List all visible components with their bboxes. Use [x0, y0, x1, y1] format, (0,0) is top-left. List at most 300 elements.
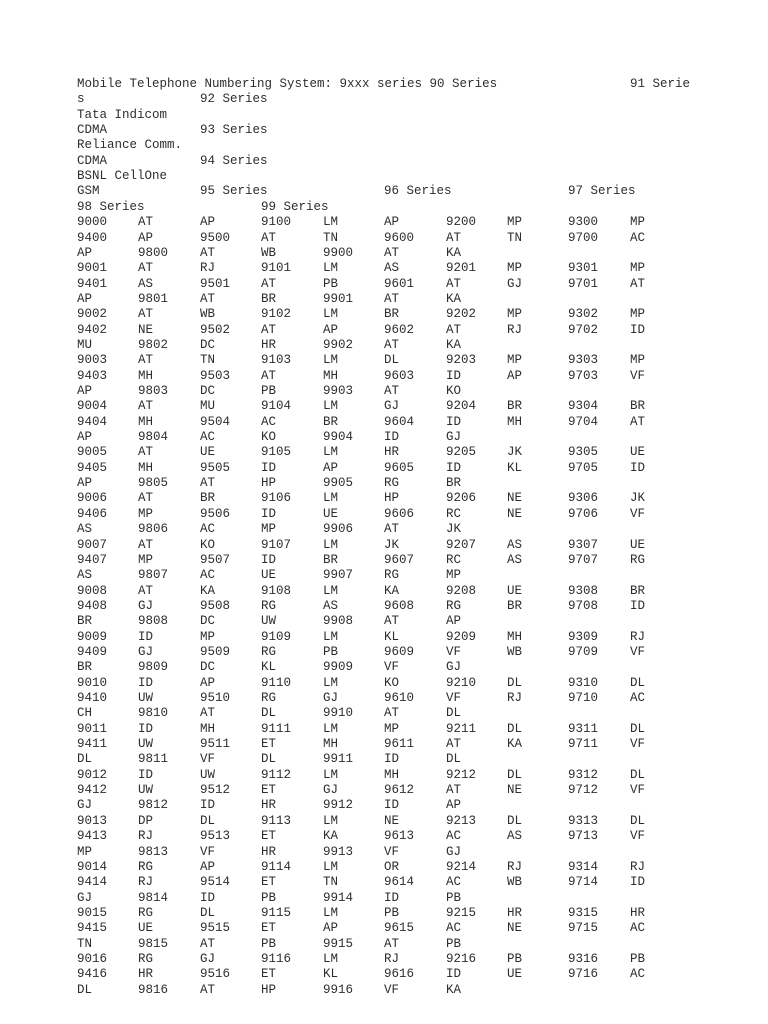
text-cell: AT — [384, 706, 400, 721]
table-line — [77, 246, 757, 261]
text-cell: AC — [446, 829, 462, 844]
text-cell: AS — [384, 261, 400, 276]
text-cell: ID — [138, 767, 154, 782]
text-cell: 9700 — [568, 230, 599, 245]
text-cell: AC — [446, 921, 462, 936]
table-line — [77, 491, 757, 506]
text-cell: ID — [200, 798, 216, 813]
text-cell: ID — [261, 460, 277, 475]
text-cell: LM — [323, 859, 339, 874]
text-cell: BR — [446, 476, 462, 491]
text-cell: 9909 — [323, 660, 354, 675]
text-cell: TN — [323, 230, 339, 245]
text-cell: 9701 — [568, 276, 599, 291]
text-cell: PB — [507, 951, 523, 966]
text-cell: 9410 — [77, 691, 108, 705]
text-cell: 9309 — [568, 629, 599, 644]
table-line — [77, 983, 757, 998]
text-cell: KA — [446, 291, 462, 306]
text-cell: 98 Series — [77, 199, 145, 214]
text-cell: AP — [77, 476, 93, 491]
text-cell: AP — [323, 921, 339, 936]
text-cell: 9615 — [384, 921, 415, 936]
text-cell: RC — [446, 552, 462, 567]
text-cell: 9906 — [323, 522, 354, 537]
table-line — [77, 875, 757, 890]
text-cell: ID — [446, 967, 462, 982]
header-line — [77, 184, 757, 199]
text-cell: GJ — [77, 798, 93, 813]
text-cell: AP — [446, 614, 462, 629]
text-cell: AP — [384, 215, 400, 230]
text-cell: 9110 — [261, 675, 292, 690]
table-line — [77, 829, 757, 844]
text-cell: 9901 — [323, 291, 354, 306]
text-cell: MP — [507, 307, 523, 322]
text-cell: 9605 — [384, 460, 415, 475]
text-cell: 9205 — [446, 445, 477, 460]
text-cell: RJ — [384, 951, 400, 966]
text-cell: AT — [446, 322, 462, 337]
text-cell: 9809 — [138, 660, 169, 675]
text-cell: 9707 — [568, 552, 599, 567]
table-line — [77, 323, 757, 338]
text-cell: AT — [138, 491, 154, 506]
text-cell: BR — [323, 552, 339, 567]
text-cell: VF — [630, 783, 646, 798]
text-cell: 9300 — [568, 215, 599, 230]
text-cell: MP — [384, 721, 400, 736]
text-cell: 9216 — [446, 951, 477, 966]
header-line — [77, 92, 757, 107]
text-cell: 9900 — [323, 245, 354, 260]
text-cell: AS — [507, 829, 523, 844]
text-cell: DC — [200, 337, 216, 352]
text-cell: 9507 — [200, 552, 231, 567]
text-cell: RJ — [138, 875, 154, 890]
text-cell: 9513 — [200, 829, 231, 844]
text-cell: 9511 — [200, 737, 231, 752]
text-cell: DL — [630, 813, 646, 828]
text-cell: 9912 — [323, 798, 354, 813]
text-cell: LM — [323, 583, 339, 598]
text-cell: 9509 — [200, 644, 231, 659]
text-cell: 9203 — [446, 353, 477, 368]
text-cell: 9112 — [261, 767, 292, 782]
table-line — [77, 384, 757, 399]
text-cell: 9611 — [384, 737, 415, 752]
text-cell: AC — [200, 522, 216, 537]
text-cell: MP — [507, 215, 523, 230]
text-cell: UE — [261, 568, 277, 583]
text-cell: BR — [261, 291, 277, 306]
text-cell: AT — [138, 537, 154, 552]
text-cell: 9601 — [384, 276, 415, 291]
text-cell: BR — [77, 660, 93, 675]
text-cell: 9111 — [261, 721, 292, 736]
text-cell: AP — [77, 245, 93, 260]
text-cell: HR — [261, 798, 277, 813]
text-cell: MH — [200, 721, 216, 736]
text-cell: GJ — [384, 399, 400, 414]
text-cell: 9404 — [77, 414, 108, 429]
text-cell: 9107 — [261, 537, 292, 552]
text-cell: 9608 — [384, 598, 415, 613]
text-cell: RG — [138, 951, 154, 966]
text-cell: UE — [323, 506, 339, 521]
text-cell: 9015 — [77, 905, 108, 920]
text-cell: RJ — [200, 261, 216, 276]
text-cell: CDMA — [77, 123, 108, 138]
text-cell: 9902 — [323, 337, 354, 352]
text-cell: 9715 — [568, 921, 599, 936]
text-cell: DL — [507, 813, 523, 828]
table-line — [77, 630, 757, 645]
text-cell: 9908 — [323, 614, 354, 629]
text-cell: OR — [384, 859, 400, 874]
text-cell: 9911 — [323, 752, 354, 767]
text-cell: LM — [323, 353, 339, 368]
text-cell: AT — [384, 291, 400, 306]
text-cell: AT — [200, 291, 216, 306]
text-cell: 9803 — [138, 384, 169, 398]
text-cell: 9011 — [77, 721, 108, 736]
text-cell: AP — [323, 322, 339, 337]
text-cell: VF — [630, 829, 646, 844]
text-cell: 9916 — [323, 982, 354, 997]
text-cell: 9606 — [384, 506, 415, 521]
text-cell: AP — [446, 798, 462, 813]
text-cell: MP — [630, 261, 646, 276]
text-cell: AT — [261, 322, 277, 337]
table-line — [77, 338, 757, 353]
text-cell: PB — [323, 644, 339, 659]
text-cell: CH — [77, 706, 93, 721]
text-cell: AT — [446, 276, 462, 291]
text-cell: 9703 — [568, 368, 599, 383]
text-cell: AT — [138, 353, 154, 368]
table-line — [77, 568, 757, 583]
text-cell: UW — [200, 767, 216, 782]
table-line — [77, 691, 757, 706]
table-line — [77, 430, 757, 445]
text-cell: AT — [384, 522, 400, 537]
table-line — [77, 538, 757, 553]
text-cell: VF — [446, 644, 462, 659]
text-cell: GJ — [138, 644, 154, 659]
text-cell: ID — [446, 368, 462, 383]
text-cell: 9308 — [568, 583, 599, 598]
text-cell: AS — [77, 568, 93, 583]
text-cell: PB — [630, 951, 646, 966]
text-cell: 9812 — [138, 798, 169, 813]
text-cell: AT — [138, 399, 154, 414]
text-cell: DL — [77, 752, 93, 767]
text-cell: AT — [138, 583, 154, 598]
text-cell: AT — [261, 230, 277, 245]
text-cell: RG — [630, 552, 646, 567]
table-line — [77, 353, 757, 368]
text-cell: 9712 — [568, 783, 599, 798]
text-cell: DL — [446, 752, 462, 767]
text-cell: AT — [138, 445, 154, 460]
text-cell: KA — [446, 337, 462, 352]
text-cell: 9102 — [261, 307, 292, 322]
table-line — [77, 399, 757, 414]
text-cell: AS — [138, 276, 154, 291]
text-cell: LM — [323, 951, 339, 966]
text-cell: DL — [200, 905, 216, 920]
table-line — [77, 307, 757, 322]
text-cell: 99 Series — [261, 199, 329, 214]
text-cell: LM — [323, 767, 339, 782]
text-cell: RJ — [630, 859, 646, 874]
table-line — [77, 752, 757, 767]
text-cell: MP — [507, 261, 523, 276]
text-cell: 9613 — [384, 829, 415, 844]
text-cell: GJ — [77, 890, 93, 905]
text-cell: UE — [630, 537, 646, 552]
text-cell: ID — [384, 890, 400, 905]
text-cell: LM — [323, 261, 339, 276]
text-cell: UE — [200, 445, 216, 460]
text-cell: 91 Serie — [630, 77, 691, 91]
text-cell: LM — [323, 675, 339, 690]
text-cell: TN — [323, 875, 339, 890]
text-cell: MP — [138, 506, 154, 521]
table-line — [77, 737, 757, 752]
text-cell: 9101 — [261, 261, 292, 276]
text-cell: 9804 — [138, 430, 169, 445]
text-cell: 9013 — [77, 813, 108, 828]
text-cell: Tata Indicom — [77, 107, 168, 122]
text-cell: 9414 — [77, 875, 108, 890]
text-cell: 9807 — [138, 568, 169, 583]
text-cell: AT — [200, 936, 216, 951]
text-cell: 9301 — [568, 261, 599, 276]
text-cell: PB — [446, 890, 462, 905]
table-line — [77, 599, 757, 614]
text-cell: VF — [630, 737, 646, 752]
text-cell: GJ — [323, 783, 339, 798]
text-cell: 9907 — [323, 568, 354, 583]
text-cell: 9312 — [568, 767, 599, 782]
header-line — [77, 154, 757, 169]
text-cell: 9814 — [138, 890, 169, 905]
text-cell: HP — [261, 982, 277, 997]
text-cell: ID — [200, 890, 216, 905]
text-cell: AC — [630, 921, 646, 936]
text-cell: AC — [630, 691, 646, 705]
text-cell: VF — [384, 660, 400, 675]
text-cell: KA — [446, 245, 462, 260]
text-cell: LM — [323, 905, 339, 920]
text-cell: WB — [507, 875, 523, 890]
text-cell: GJ — [507, 276, 523, 291]
table-line — [77, 292, 757, 307]
text-cell: 9103 — [261, 353, 292, 368]
text-cell: 9001 — [77, 261, 108, 276]
table-line — [77, 676, 757, 691]
text-cell: 9713 — [568, 829, 599, 844]
text-cell: PB — [261, 384, 277, 398]
text-cell: KO — [200, 537, 216, 552]
text-cell: 9600 — [384, 230, 415, 245]
text-cell: 9815 — [138, 936, 169, 951]
text-cell: AT — [446, 783, 462, 798]
text-cell: NE — [507, 491, 523, 506]
text-cell: 9505 — [200, 460, 231, 475]
table-line — [77, 476, 757, 491]
text-cell: 9403 — [77, 368, 108, 383]
text-cell: DL — [507, 767, 523, 782]
text-cell: 9208 — [446, 583, 477, 598]
text-cell: ID — [446, 460, 462, 475]
text-cell: 9801 — [138, 291, 169, 306]
text-cell: HR — [630, 905, 646, 920]
text-cell: DC — [200, 614, 216, 629]
text-cell: 9500 — [200, 230, 231, 245]
text-cell: ET — [261, 875, 277, 890]
table-line — [77, 507, 757, 522]
text-cell: RG — [446, 598, 462, 613]
text-cell: MH — [507, 414, 523, 429]
text-cell: UE — [507, 583, 523, 598]
text-cell: ID — [384, 752, 400, 767]
text-cell: DL — [507, 721, 523, 736]
header-line — [77, 200, 757, 215]
text-cell: MH — [138, 414, 154, 429]
table-line — [77, 967, 757, 982]
text-cell: 9501 — [200, 276, 231, 291]
text-cell: 9409 — [77, 644, 108, 659]
text-cell: AC — [200, 430, 216, 445]
text-cell: AT — [446, 230, 462, 245]
text-cell: MP — [77, 844, 93, 859]
text-cell: AT — [200, 245, 216, 260]
text-cell: Reliance Comm. — [77, 138, 183, 153]
text-cell: 9903 — [323, 384, 354, 398]
text-cell: AS — [507, 552, 523, 567]
table-line — [77, 614, 757, 629]
text-cell: 92 Series — [200, 92, 268, 107]
text-cell: VF — [446, 691, 462, 705]
text-cell: 9202 — [446, 307, 477, 322]
text-cell: CDMA — [77, 153, 108, 168]
text-cell: AT — [384, 337, 400, 352]
text-cell: 9211 — [446, 721, 477, 736]
text-cell: 9510 — [200, 691, 231, 705]
text-cell: DC — [200, 384, 216, 398]
text-cell: 9304 — [568, 399, 599, 414]
text-cell: 9411 — [77, 737, 108, 752]
table-line — [77, 722, 757, 737]
text-cell: 9100 — [261, 215, 292, 230]
text-cell: 9913 — [323, 844, 354, 859]
text-cell: UE — [507, 967, 523, 982]
text-cell: KO — [384, 675, 400, 690]
text-cell: NE — [138, 322, 154, 337]
text-cell: 9314 — [568, 859, 599, 874]
text-cell: 9706 — [568, 506, 599, 521]
text-cell: 9616 — [384, 967, 415, 982]
text-cell: AP — [77, 384, 93, 398]
text-cell: KO — [261, 430, 277, 445]
text-cell: KL — [384, 629, 400, 644]
text-cell: ID — [138, 675, 154, 690]
text-cell: 9201 — [446, 261, 477, 276]
text-cell: 9408 — [77, 598, 108, 613]
text-cell: 9008 — [77, 583, 108, 598]
text-cell: 9708 — [568, 598, 599, 613]
text-cell: s — [77, 92, 85, 107]
text-cell: 9313 — [568, 813, 599, 828]
text-cell: VF — [384, 982, 400, 997]
text-cell: ET — [261, 829, 277, 844]
text-cell: PB — [261, 936, 277, 951]
text-cell: AT — [200, 706, 216, 721]
text-cell: 95 Series — [200, 184, 268, 199]
text-cell: 9609 — [384, 644, 415, 659]
text-cell: TN — [77, 936, 93, 951]
text-cell: 9315 — [568, 905, 599, 920]
text-cell: MH — [384, 767, 400, 782]
text-cell: KA — [446, 982, 462, 997]
text-cell: 96 Series — [384, 184, 452, 199]
text-cell: AC — [630, 230, 646, 245]
text-cell: VF — [200, 844, 216, 859]
text-cell: RJ — [138, 829, 154, 844]
text-cell: 9704 — [568, 414, 599, 429]
text-cell: 9305 — [568, 445, 599, 460]
text-cell: NE — [507, 783, 523, 798]
text-cell: 9808 — [138, 614, 169, 629]
text-cell: 9213 — [446, 813, 477, 828]
text-cell: 9002 — [77, 307, 108, 322]
text-cell: 9005 — [77, 445, 108, 460]
text-cell: 9316 — [568, 951, 599, 966]
text-cell: 9109 — [261, 629, 292, 644]
text-cell: 9515 — [200, 921, 231, 936]
text-cell: MP — [630, 307, 646, 322]
text-cell: 9114 — [261, 859, 292, 874]
text-cell: 9503 — [200, 368, 231, 383]
text-cell: 9709 — [568, 644, 599, 659]
text-cell: WB — [261, 245, 277, 260]
text-cell: AS — [507, 537, 523, 552]
table-line — [77, 445, 757, 460]
text-cell: ID — [384, 430, 400, 445]
table-line — [77, 553, 757, 568]
text-cell: 9311 — [568, 721, 599, 736]
text-cell: MP — [630, 353, 646, 368]
text-cell: GJ — [323, 691, 339, 705]
text-cell: MH — [138, 460, 154, 475]
text-cell: 9014 — [77, 859, 108, 874]
text-cell: NE — [507, 921, 523, 936]
text-cell: LM — [323, 445, 339, 460]
text-cell: JK — [384, 537, 400, 552]
text-cell: AT — [630, 414, 646, 429]
text-cell: LM — [323, 813, 339, 828]
header-line — [77, 108, 757, 123]
text-cell: AP — [323, 460, 339, 475]
text-cell: KA — [200, 583, 216, 598]
text-cell: RG — [261, 644, 277, 659]
table-line — [77, 921, 757, 936]
text-cell: AS — [323, 598, 339, 613]
table-line — [77, 768, 757, 783]
